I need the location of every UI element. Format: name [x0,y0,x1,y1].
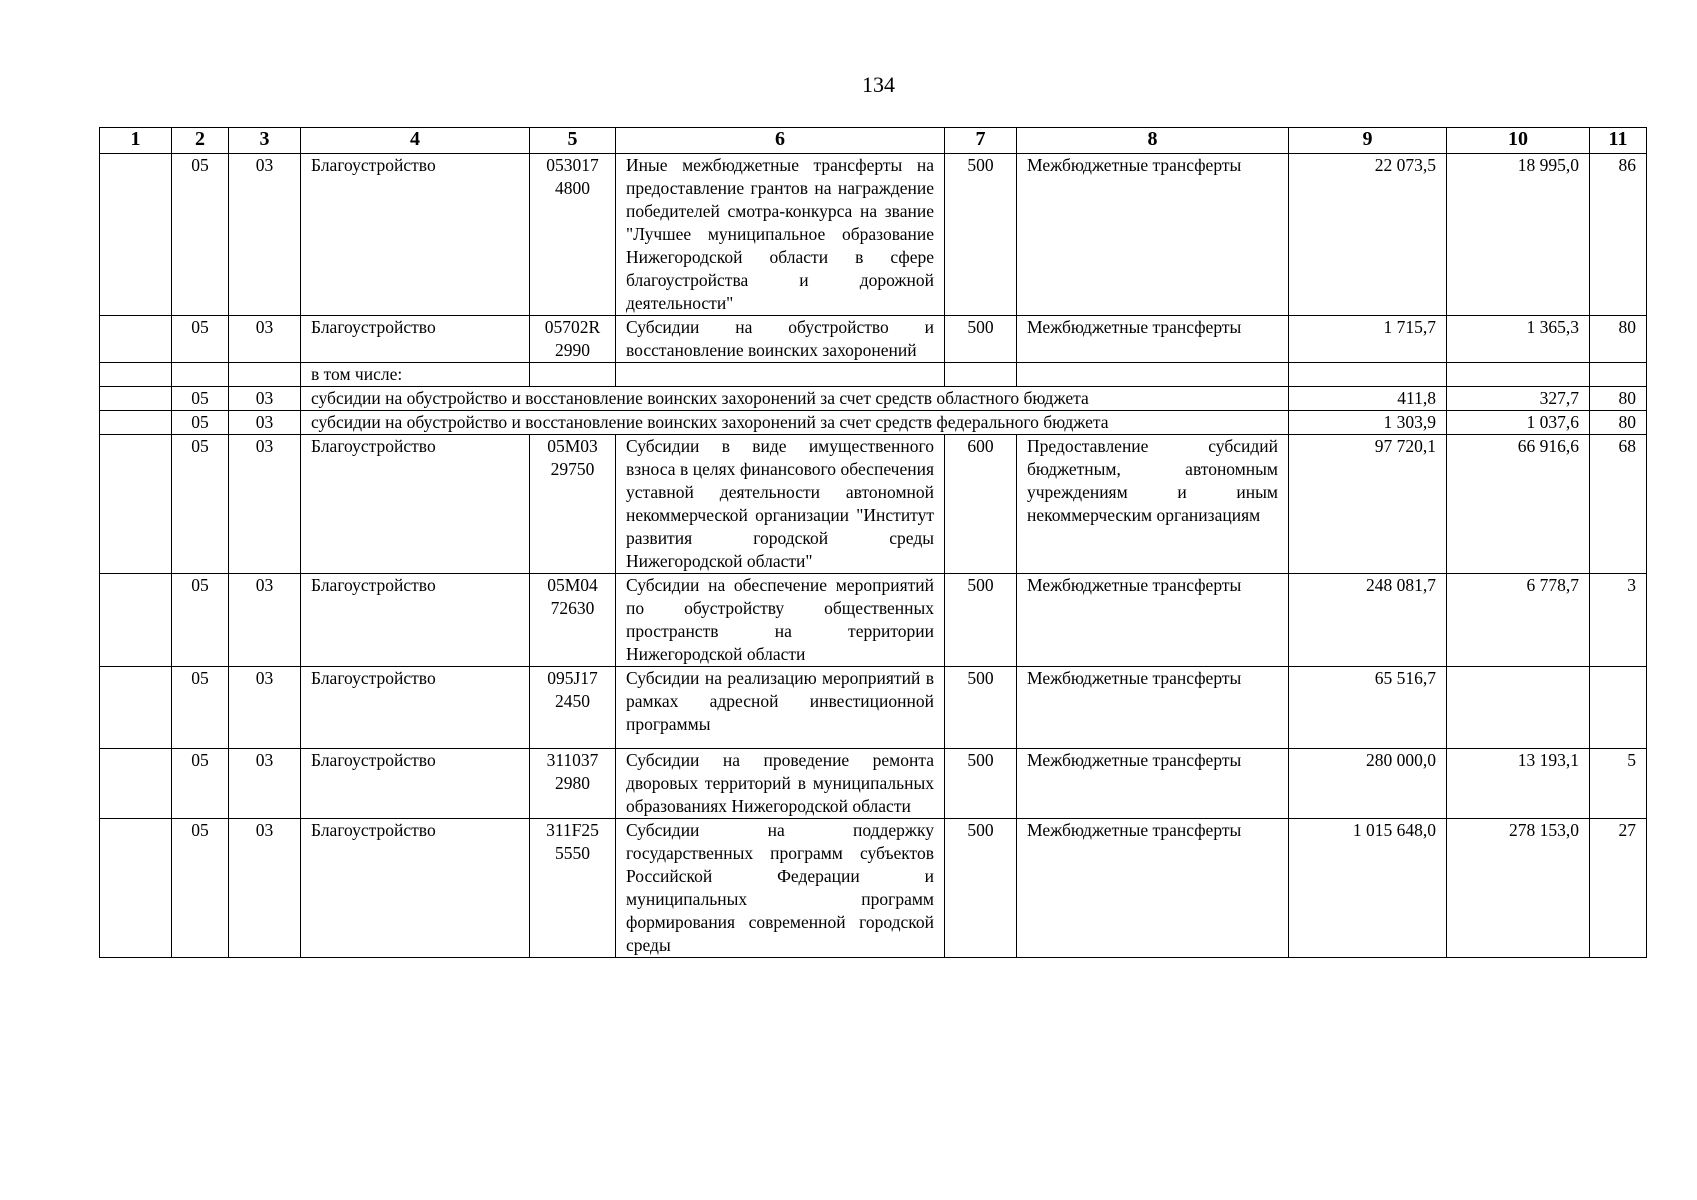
cell-expense-type: 500 [945,749,1017,819]
cell-section: 05 [172,435,229,574]
cell-col1 [100,411,172,435]
cell-expense-type [945,363,1017,387]
table-row [100,435,1647,574]
table-row [100,363,1647,387]
code-part: 29750 [550,459,595,479]
cell-description: Субсидии на проведение ремонта дворовых территорий в муниципальных образованиях Нижегородской области [616,749,945,819]
table-row [100,316,1647,363]
cell-target-code [530,316,616,363]
cell-amount-fact: 66 916,6 [1447,435,1590,574]
code-part: 05М03 [547,436,598,456]
cell-section: 05 [172,154,229,316]
cell-percent: 80 [1590,411,1647,435]
cell-amount-plan: 22 073,5 [1289,154,1447,316]
cell-col1 [100,749,172,819]
cell-subsection: 03 [229,667,301,749]
cell-amount-fact: 1 365,3 [1447,316,1590,363]
cell-target-code [530,154,616,316]
cell-expense-name: Межбюджетные трансферты [1017,574,1289,667]
column-header: 2 [172,128,229,154]
cell-section-name: Благоустройство [301,316,530,363]
table-row [100,667,1647,749]
cell-amount-fact: 6 778,7 [1447,574,1590,667]
cell-target-code [530,667,616,749]
cell-subsection: 03 [229,316,301,363]
cell-percent: 5 [1590,749,1647,819]
cell-amount-fact: 1 037,6 [1447,411,1590,435]
code-part: 05702R [544,317,601,337]
column-header: 6 [616,128,945,154]
cell-sub-description: субсидии на обустройство и восстановление воинских захоронений за счет средств федерального бюджета [301,411,1289,435]
cell-subsection [229,363,301,387]
cell-amount-fact: 327,7 [1447,387,1590,411]
table-row [100,819,1647,958]
header-row [100,128,1647,154]
cell-expense-type: 500 [945,316,1017,363]
cell-col1 [100,387,172,411]
cell-description: Субсидии на обеспечение мероприятий по обустройству общественных пространств на территории Нижегородской области [616,574,945,667]
cell-subsection: 03 [229,387,301,411]
code-part: 2980 [555,773,590,793]
column-header: 1 [100,128,172,154]
cell-sub-description: субсидии на обустройство и восстановление воинских захоронений за счет средств областного бюджета [301,387,1289,411]
column-header: 11 [1590,128,1647,154]
cell-percent: 80 [1590,316,1647,363]
cell-percent: 86 [1590,154,1647,316]
code-part: 72630 [550,598,595,618]
cell-section: 05 [172,387,229,411]
table-row [100,574,1647,667]
code-part: 311F25 [546,820,599,840]
code-part: 053017 [546,155,599,175]
cell-section-name: Благоустройство [301,667,530,749]
cell-percent: 80 [1590,387,1647,411]
cell-col1 [100,154,172,316]
cell-target-code [530,435,616,574]
cell-section-name: Благоустройство [301,749,530,819]
cell-expense-type: 500 [945,667,1017,749]
cell-amount-plan: 1 303,9 [1289,411,1447,435]
column-header: 4 [301,128,530,154]
cell-col1 [100,363,172,387]
cell-percent: 68 [1590,435,1647,574]
cell-section: 05 [172,411,229,435]
cell-section-name: Благоустройство [301,435,530,574]
cell-expense-name: Межбюджетные трансферты [1017,316,1289,363]
cell-description: Субсидии в виде имущественного взноса в целях финансового обеспечения уставной деятельности автономной некоммерческой организации "Институт развития городской среды Нижегородской области" [616,435,945,574]
cell-amount-plan: 248 081,7 [1289,574,1447,667]
cell-expense-name: Межбюджетные трансферты [1017,667,1289,749]
cell-expense-name: Предоставление субсидий бюджетным, автономным учреждениям и иным некоммерческим организациям [1017,435,1289,574]
cell-subsection: 03 [229,749,301,819]
table-row [100,154,1647,316]
cell-section-name: в том числе: [301,363,530,387]
cell-amount-plan: 280 000,0 [1289,749,1447,819]
cell-amount-plan [1289,363,1447,387]
cell-amount-plan: 97 720,1 [1289,435,1447,574]
cell-amount-fact: 278 153,0 [1447,819,1590,958]
cell-amount-plan: 1 715,7 [1289,316,1447,363]
cell-target-code [530,574,616,667]
cell-description [616,363,945,387]
cell-expense-name: Межбюджетные трансферты [1017,819,1289,958]
code-part: 5550 [555,843,590,863]
column-header: 8 [1017,128,1289,154]
code-part: 05М04 [547,575,598,595]
cell-amount-fact: 13 193,1 [1447,749,1590,819]
table-row [100,411,1647,435]
budget-table [99,127,1647,958]
code-part: 095J17 [547,668,598,688]
cell-amount-plan: 411,8 [1289,387,1447,411]
cell-col1 [100,316,172,363]
cell-target-code [530,363,616,387]
cell-percent [1590,667,1647,749]
cell-percent: 3 [1590,574,1647,667]
page-number: 134 [862,72,895,97]
table-row [100,387,1647,411]
code-part: 2450 [555,691,590,711]
cell-amount-plan: 65 516,7 [1289,667,1447,749]
column-header: 7 [945,128,1017,154]
cell-col1 [100,819,172,958]
cell-subsection: 03 [229,574,301,667]
column-header: 10 [1447,128,1590,154]
column-header: 3 [229,128,301,154]
cell-expense-name: Межбюджетные трансферты [1017,154,1289,316]
cell-expense-type: 500 [945,154,1017,316]
cell-col1 [100,667,172,749]
cell-percent: 27 [1590,819,1647,958]
cell-expense-name: Межбюджетные трансферты [1017,749,1289,819]
cell-percent [1590,363,1647,387]
cell-section-name: Благоустройство [301,819,530,958]
code-part: 2990 [555,340,590,360]
cell-amount-plan: 1 015 648,0 [1289,819,1447,958]
cell-amount-fact [1447,667,1590,749]
code-part: 4800 [555,178,590,198]
cell-section-name: Благоустройство [301,574,530,667]
cell-target-code [530,749,616,819]
cell-section [172,363,229,387]
cell-section: 05 [172,819,229,958]
cell-section-name: Благоустройство [301,154,530,316]
cell-amount-fact: 18 995,0 [1447,154,1590,316]
cell-section: 05 [172,574,229,667]
column-header: 5 [530,128,616,154]
cell-col1 [100,574,172,667]
code-part: 311037 [546,750,599,770]
table-row [100,749,1647,819]
cell-subsection: 03 [229,819,301,958]
cell-section: 05 [172,749,229,819]
cell-expense-name [1017,363,1289,387]
cell-expense-type: 500 [945,819,1017,958]
cell-expense-type: 500 [945,574,1017,667]
cell-section: 05 [172,667,229,749]
cell-target-code [530,819,616,958]
cell-description: Субсидии на обустройство и восстановление воинских захоронений [616,316,945,363]
cell-description: Иные межбюджетные трансферты на предоставление грантов на награждение победителей смотра-конкурса на звание "Лучшее муниципальное образование Нижегородской области в сфере благоустройства и дорожной деятельности" [616,154,945,316]
cell-col1 [100,435,172,574]
column-header: 9 [1289,128,1447,154]
cell-expense-type: 600 [945,435,1017,574]
cell-subsection: 03 [229,411,301,435]
cell-description: Субсидии на реализацию мероприятий в рамках адресной инвестиционной программы [616,667,945,749]
cell-section: 05 [172,316,229,363]
cell-description: Субсидии на поддержку государственных программ субъектов Российской Федерации и муниципальных программ формирования современной городской среды [616,819,945,958]
cell-subsection: 03 [229,154,301,316]
cell-amount-fact [1447,363,1590,387]
cell-subsection: 03 [229,435,301,574]
